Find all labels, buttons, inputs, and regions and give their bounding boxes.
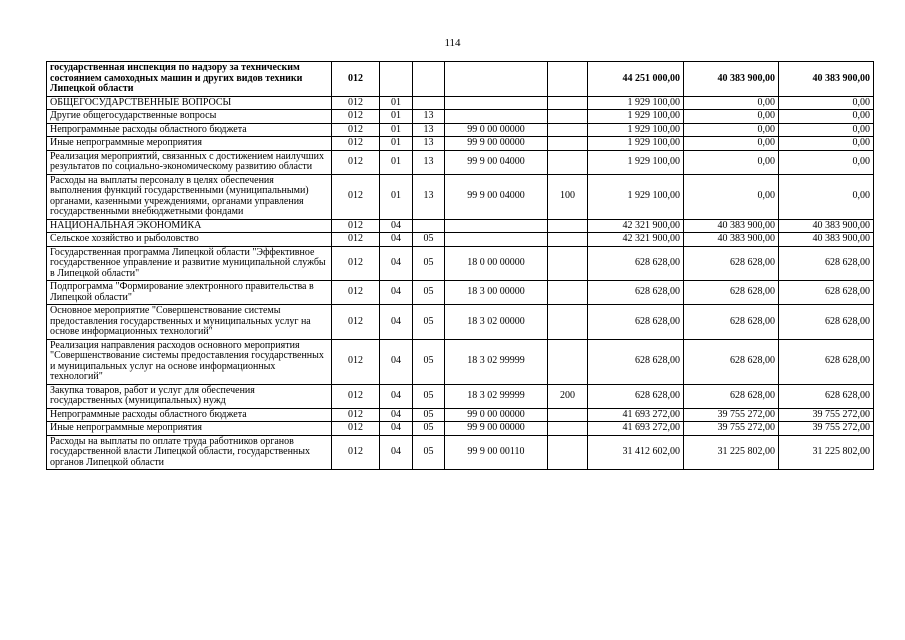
row-sum-year-3: 40 383 900,00 (779, 233, 874, 247)
row-target-article: 18 3 02 99999 (445, 339, 548, 384)
row-sum-year-3: 628 628,00 (779, 384, 874, 408)
row-ministry-code: 012 (332, 422, 380, 436)
row-target-article (445, 219, 548, 233)
row-name: НАЦИОНАЛЬНАЯ ЭКОНОМИКА (47, 219, 332, 233)
page-number: 114 (444, 37, 461, 49)
row-sum-year-1: 1 929 100,00 (588, 96, 684, 110)
row-subsection-code: 05 (413, 422, 445, 436)
table-row (47, 246, 874, 281)
row-sum-year-1: 1 929 100,00 (588, 150, 684, 174)
row-sum-year-2: 40 383 900,00 (684, 219, 779, 233)
row-expense-type (548, 110, 588, 124)
row-expense-type (548, 435, 588, 470)
row-section-code: 04 (380, 339, 413, 384)
row-ministry-code: 012 (332, 150, 380, 174)
row-ministry-code: 012 (332, 233, 380, 247)
row-section-code: 04 (380, 305, 413, 340)
row-expense-type (548, 233, 588, 247)
row-sum-year-1: 628 628,00 (588, 305, 684, 340)
row-sum-year-1: 628 628,00 (588, 384, 684, 408)
row-ministry-code: 012 (332, 219, 380, 233)
row-expense-type (548, 137, 588, 151)
row-sum-year-3: 628 628,00 (779, 281, 874, 305)
row-sum-year-1: 41 693 272,00 (588, 422, 684, 436)
row-subsection-code: 05 (413, 408, 445, 422)
row-sum-year-1: 42 321 900,00 (588, 219, 684, 233)
row-name: Реализация мероприятий, связанных с достижением наилучших результатов по социально-экономическому развитию области (47, 150, 332, 174)
row-sum-year-1: 1 929 100,00 (588, 123, 684, 137)
row-sum-year-1: 628 628,00 (588, 339, 684, 384)
row-target-article: 18 3 02 00000 (445, 305, 548, 340)
table-row (47, 305, 874, 340)
row-expense-type (548, 339, 588, 384)
row-subsection-code (413, 62, 445, 97)
row-ministry-code: 012 (332, 384, 380, 408)
row-ministry-code: 012 (332, 408, 380, 422)
row-target-article: 99 9 00 00000 (445, 422, 548, 436)
row-name: государственная инспекция по надзору за техническим состоянием самоходных машин и других видов техники Липецкой области (47, 62, 332, 97)
table-row (47, 150, 874, 174)
row-sum-year-3: 39 755 272,00 (779, 408, 874, 422)
table-row (47, 233, 874, 247)
row-name: Основное мероприятие "Совершенствование системы предоставления государственных и муниципальных услуг на основе информационных технологий" (47, 305, 332, 340)
row-target-article: 99 9 00 04000 (445, 174, 548, 219)
row-subsection-code: 13 (413, 110, 445, 124)
row-expense-type (548, 96, 588, 110)
table-row (47, 110, 874, 124)
row-expense-type (548, 305, 588, 340)
row-sum-year-3: 628 628,00 (779, 305, 874, 340)
row-subsection-code: 05 (413, 435, 445, 470)
row-target-article: 18 3 00 00000 (445, 281, 548, 305)
row-section-code: 01 (380, 150, 413, 174)
row-sum-year-3: 40 383 900,00 (779, 62, 874, 97)
row-section-code: 04 (380, 233, 413, 247)
row-sum-year-3: 0,00 (779, 150, 874, 174)
row-sum-year-3: 0,00 (779, 123, 874, 137)
row-target-article: 18 3 02 99999 (445, 384, 548, 408)
row-section-code: 04 (380, 219, 413, 233)
row-sum-year-2: 628 628,00 (684, 246, 779, 281)
row-section-code: 04 (380, 408, 413, 422)
row-section-code: 01 (380, 174, 413, 219)
row-expense-type (548, 123, 588, 137)
row-subsection-code: 05 (413, 339, 445, 384)
table-row (47, 62, 874, 97)
row-sum-year-3: 628 628,00 (779, 339, 874, 384)
row-sum-year-1: 1 929 100,00 (588, 174, 684, 219)
row-section-code: 04 (380, 384, 413, 408)
row-ministry-code: 012 (332, 305, 380, 340)
row-expense-type (548, 408, 588, 422)
row-ministry-code: 012 (332, 110, 380, 124)
row-subsection-code: 05 (413, 246, 445, 281)
row-section-code: 04 (380, 422, 413, 436)
row-name: Расходы на выплаты персоналу в целях обеспечения выполнения функций государственными (муниципальными) органами, казенными учреждениями, органами управления государственными внебюджетными фондами (47, 174, 332, 219)
row-name: Иные непрограммные мероприятия (47, 422, 332, 436)
row-sum-year-2: 628 628,00 (684, 281, 779, 305)
row-sum-year-2: 0,00 (684, 123, 779, 137)
row-name: Закупка товаров, работ и услуг для обеспечения государственных (муниципальных) нужд (47, 384, 332, 408)
row-name: Иные непрограммные мероприятия (47, 137, 332, 151)
row-name: Подпрограмма "Формирование электронного правительства в Липецкой области" (47, 281, 332, 305)
table-row (47, 339, 874, 384)
row-sum-year-3: 39 755 272,00 (779, 422, 874, 436)
table-row (47, 281, 874, 305)
row-target-article (445, 96, 548, 110)
row-ministry-code: 012 (332, 246, 380, 281)
row-ministry-code: 012 (332, 435, 380, 470)
row-sum-year-1: 1 929 100,00 (588, 137, 684, 151)
row-name: Реализация направления расходов основного мероприятия "Совершенствование системы предоставления государственных и муниципальных услуг на основе информационных технологий" (47, 339, 332, 384)
row-ministry-code: 012 (332, 96, 380, 110)
row-expense-type (548, 246, 588, 281)
table-row (47, 384, 874, 408)
row-sum-year-1: 42 321 900,00 (588, 233, 684, 247)
row-subsection-code: 13 (413, 150, 445, 174)
row-subsection-code: 05 (413, 384, 445, 408)
row-subsection-code (413, 96, 445, 110)
row-expense-type: 100 (548, 174, 588, 219)
row-sum-year-3: 0,00 (779, 174, 874, 219)
table-row (47, 137, 874, 151)
row-sum-year-1: 628 628,00 (588, 281, 684, 305)
row-expense-type (548, 281, 588, 305)
table-row (47, 435, 874, 470)
row-section-code: 01 (380, 96, 413, 110)
row-ministry-code: 012 (332, 137, 380, 151)
row-section-code: 04 (380, 246, 413, 281)
row-name: Государственная программа Липецкой области "Эффективное государственное управление и развитие муниципальной службы в Липецкой области" (47, 246, 332, 281)
row-expense-type (548, 150, 588, 174)
row-sum-year-2: 628 628,00 (684, 339, 779, 384)
row-subsection-code (413, 219, 445, 233)
row-section-code: 04 (380, 281, 413, 305)
row-name: Расходы на выплаты по оплате труда работников органов государственной власти Липецкой области, государственных органов Липецкой области (47, 435, 332, 470)
row-sum-year-2: 39 755 272,00 (684, 408, 779, 422)
row-sum-year-2: 40 383 900,00 (684, 62, 779, 97)
row-subsection-code: 13 (413, 174, 445, 219)
row-subsection-code: 13 (413, 137, 445, 151)
row-ministry-code: 012 (332, 123, 380, 137)
row-target-article (445, 233, 548, 247)
row-expense-type (548, 422, 588, 436)
row-section-code: 04 (380, 435, 413, 470)
row-section-code (380, 62, 413, 97)
row-target-article (445, 62, 548, 97)
budget-table (46, 61, 874, 470)
row-name: ОБЩЕГОСУДАРСТВЕННЫЕ ВОПРОСЫ (47, 96, 332, 110)
row-ministry-code: 012 (332, 339, 380, 384)
row-target-article: 99 0 00 00000 (445, 123, 548, 137)
row-sum-year-1: 41 693 272,00 (588, 408, 684, 422)
row-sum-year-1: 1 929 100,00 (588, 110, 684, 124)
row-target-article: 99 9 00 00000 (445, 137, 548, 151)
row-section-code: 01 (380, 123, 413, 137)
row-section-code: 01 (380, 110, 413, 124)
row-ministry-code: 012 (332, 281, 380, 305)
row-sum-year-2: 31 225 802,00 (684, 435, 779, 470)
row-sum-year-2: 40 383 900,00 (684, 233, 779, 247)
row-target-article (445, 110, 548, 124)
table-row (47, 123, 874, 137)
row-ministry-code: 012 (332, 62, 380, 97)
table-row (47, 408, 874, 422)
row-sum-year-1: 31 412 602,00 (588, 435, 684, 470)
row-sum-year-2: 0,00 (684, 150, 779, 174)
row-sum-year-2: 0,00 (684, 96, 779, 110)
table-row (47, 174, 874, 219)
row-name: Сельское хозяйство и рыболовство (47, 233, 332, 247)
row-sum-year-2: 0,00 (684, 110, 779, 124)
row-target-article: 99 9 00 04000 (445, 150, 548, 174)
row-sum-year-1: 44 251 000,00 (588, 62, 684, 97)
row-subsection-code: 05 (413, 281, 445, 305)
row-sum-year-3: 628 628,00 (779, 246, 874, 281)
row-target-article: 99 0 00 00000 (445, 408, 548, 422)
table-row (47, 96, 874, 110)
row-ministry-code: 012 (332, 174, 380, 219)
row-sum-year-3: 0,00 (779, 96, 874, 110)
row-subsection-code: 05 (413, 305, 445, 340)
row-expense-type (548, 62, 588, 97)
row-sum-year-3: 40 383 900,00 (779, 219, 874, 233)
row-sum-year-2: 628 628,00 (684, 384, 779, 408)
row-section-code: 01 (380, 137, 413, 151)
row-sum-year-3: 0,00 (779, 137, 874, 151)
row-name: Непрограммные расходы областного бюджета (47, 123, 332, 137)
row-subsection-code: 05 (413, 233, 445, 247)
row-expense-type: 200 (548, 384, 588, 408)
row-sum-year-3: 31 225 802,00 (779, 435, 874, 470)
row-target-article: 18 0 00 00000 (445, 246, 548, 281)
row-name: Непрограммные расходы областного бюджета (47, 408, 332, 422)
row-target-article: 99 9 00 00110 (445, 435, 548, 470)
row-sum-year-2: 39 755 272,00 (684, 422, 779, 436)
row-sum-year-2: 0,00 (684, 174, 779, 219)
row-sum-year-3: 0,00 (779, 110, 874, 124)
row-sum-year-1: 628 628,00 (588, 246, 684, 281)
table-row (47, 422, 874, 436)
row-name: Другие общегосударственные вопросы (47, 110, 332, 124)
table-row (47, 219, 874, 233)
row-sum-year-2: 628 628,00 (684, 305, 779, 340)
row-sum-year-2: 0,00 (684, 137, 779, 151)
row-expense-type (548, 219, 588, 233)
row-subsection-code: 13 (413, 123, 445, 137)
